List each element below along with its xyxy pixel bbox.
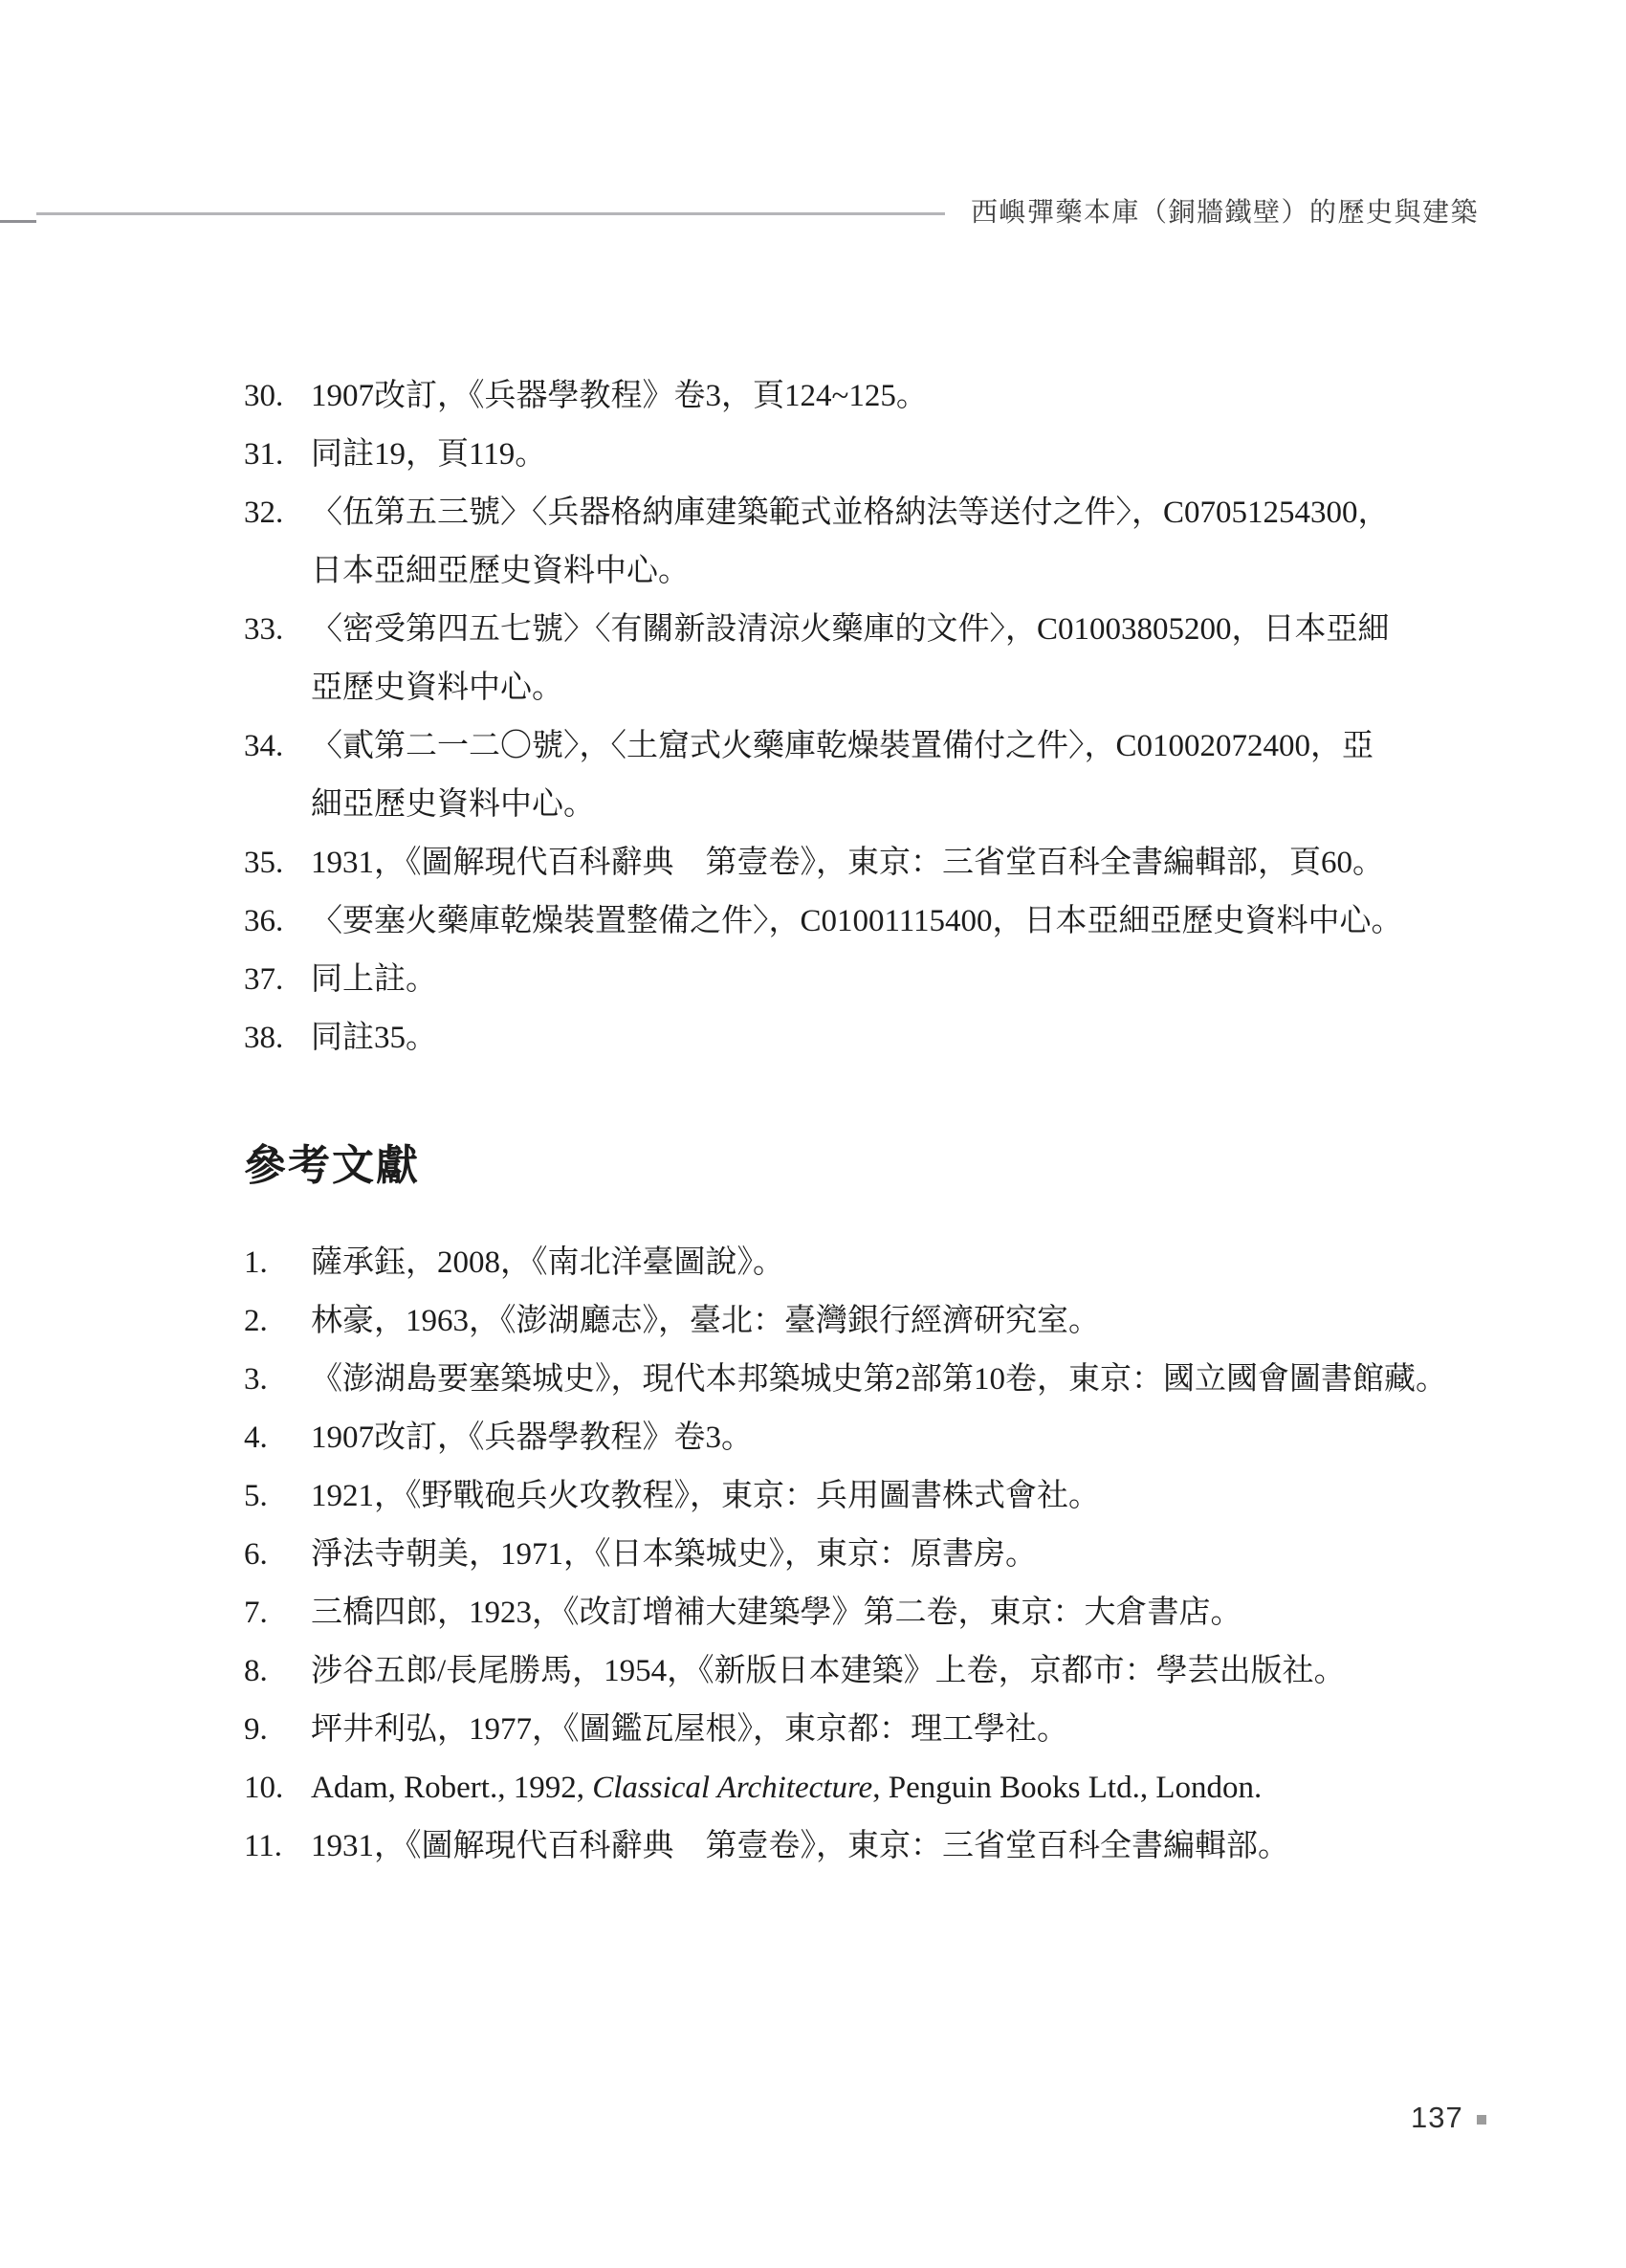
page-number: 137 <box>1411 2101 1463 2134</box>
reference-item <box>244 1292 1483 1351</box>
note-item <box>244 892 1483 951</box>
note-item <box>244 426 1483 484</box>
item-text <box>311 484 1483 601</box>
header-tick-rule <box>0 220 36 223</box>
note-item <box>244 834 1483 892</box>
header-rule <box>36 212 945 215</box>
notes-list <box>244 367 1483 1068</box>
item-text <box>311 1292 1483 1351</box>
text-line: 坪井利弘，1977，《圖鑑瓦屋根》，東京都：理工學社。 <box>311 1712 1068 1747</box>
text-line: 薩承鈺，2008，《南北洋臺圖說》。 <box>311 1245 784 1280</box>
text-line: 亞歷史資料中心。 <box>311 671 563 705</box>
references-list <box>244 1234 1483 1876</box>
item-number: 6. <box>244 1537 268 1572</box>
text-line: 1921，《野戰砲兵火攻教程》，東京：兵用圖書株式會社。 <box>311 1479 1100 1513</box>
item-number: 31. <box>244 437 284 472</box>
text-line: 〈伍第五三號〉〈兵器格納庫建築範式並格納法等送付之件〉，C07051254300， <box>311 495 1390 530</box>
text-line: 〈貳第二一二〇號〉，〈土窟式火藥庫乾燥裝置備付之件〉，C01002072400，亞 <box>311 729 1374 763</box>
text-line: 1907改訂，《兵器學教程》卷3，頁124~125。 <box>311 379 928 413</box>
item-text <box>311 717 1483 834</box>
footer-square-icon <box>1477 2115 1486 2125</box>
italic-book-title: Classical Architecture <box>592 1771 873 1805</box>
note-item <box>244 484 1483 601</box>
note-item <box>244 717 1483 834</box>
page-footer <box>1411 2101 1486 2135</box>
item-text <box>311 834 1483 892</box>
text-line: 同註35。 <box>311 1021 437 1055</box>
reference-item <box>244 1584 1483 1642</box>
item-text <box>311 1234 1483 1292</box>
item-text <box>311 1817 1483 1876</box>
item-text <box>311 601 1483 717</box>
item-text <box>311 1759 1483 1817</box>
section-title: 參考文獻 <box>244 1142 420 1189</box>
note-item <box>244 1009 1483 1068</box>
item-text <box>311 426 1483 484</box>
note-item <box>244 601 1483 717</box>
item-number: 38. <box>244 1021 284 1055</box>
reference-item <box>244 1234 1483 1292</box>
text-line: 細亞歷史資料中心。 <box>311 787 595 822</box>
item-text <box>311 951 1483 1009</box>
item-text <box>311 1526 1483 1584</box>
item-number: 32. <box>244 495 284 530</box>
text-line: 〈要塞火藥庫乾燥裝置整備之件〉，C01001115400，日本亞細亞歷史資料中心。 <box>311 904 1403 938</box>
item-number: 5. <box>244 1479 268 1513</box>
text-line: 1907改訂，《兵器學教程》卷3。 <box>311 1420 753 1455</box>
item-text <box>311 1642 1483 1701</box>
item-number: 37. <box>244 962 284 997</box>
text-line: 日本亞細亞歷史資料中心。 <box>311 554 690 588</box>
reference-item <box>244 1759 1483 1817</box>
item-number: 9. <box>244 1712 268 1747</box>
text-line: 涉谷五郎/長尾勝馬，1954，《新版日本建築》上卷，京都市：學芸出版社。 <box>311 1654 1346 1688</box>
reference-item <box>244 1642 1483 1701</box>
item-number: 11. <box>244 1829 283 1863</box>
item-text <box>311 1701 1483 1759</box>
item-number: 2. <box>244 1304 268 1338</box>
reference-item <box>244 1701 1483 1759</box>
text-line: 〈密受第四五七號〉〈有關新設清涼火藥庫的文件〉，C01003805200，日本亞細 <box>311 612 1390 647</box>
item-text <box>311 1351 1483 1409</box>
text-line: 1931，《圖解現代百科辭典 第壹卷》，東京：三省堂百科全書編輯部，頁60。 <box>311 846 1384 880</box>
item-number: 30. <box>244 379 284 413</box>
reference-item <box>244 1467 1483 1526</box>
item-number: 1. <box>244 1245 268 1280</box>
item-number: 8. <box>244 1654 268 1688</box>
note-item <box>244 951 1483 1009</box>
text-line: 同上註。 <box>311 962 437 997</box>
item-text <box>311 1584 1483 1642</box>
item-text <box>311 1009 1483 1068</box>
text-line: 林豪，1963，《澎湖廳志》，臺北：臺灣銀行經濟研究室。 <box>311 1304 1100 1338</box>
item-number: 10. <box>244 1771 284 1805</box>
note-item <box>244 367 1483 426</box>
item-text <box>311 1409 1483 1467</box>
reference-item <box>244 1817 1483 1876</box>
item-number: 7. <box>244 1596 268 1630</box>
reference-item <box>244 1351 1483 1409</box>
running-header: 西嶼彈藥本庫（銅牆鐵壁）的歷史與建築 <box>971 197 1480 227</box>
item-number: 34. <box>244 729 284 763</box>
item-text <box>311 1467 1483 1526</box>
reference-item <box>244 1409 1483 1467</box>
item-number: 36. <box>244 904 284 938</box>
item-number: 3. <box>244 1362 268 1397</box>
item-number: 35. <box>244 846 284 880</box>
item-number: 4. <box>244 1420 268 1455</box>
text-line: 1931，《圖解現代百科辭典 第壹卷》，東京：三省堂百科全書編輯部。 <box>311 1829 1289 1863</box>
reference-item <box>244 1526 1483 1584</box>
item-text <box>311 892 1483 951</box>
text-line: 淨法寺朝美，1971，《日本築城史》，東京：原書房。 <box>311 1537 1037 1572</box>
text-line: 《澎湖島要塞築城史》，現代本邦築城史第2部第10卷，東京：國立國會圖書館藏。 <box>311 1362 1447 1397</box>
text-line: Adam, Robert., 1992, Classical Architecture, Penguin Books Ltd., London. <box>311 1771 1263 1805</box>
text-line: 三橋四郎，1923，《改訂增補大建築學》第二卷，東京：大倉書店。 <box>311 1596 1242 1630</box>
item-number: 33. <box>244 612 284 647</box>
text-line: 同註19，頁119。 <box>311 437 547 472</box>
item-text <box>311 367 1483 426</box>
